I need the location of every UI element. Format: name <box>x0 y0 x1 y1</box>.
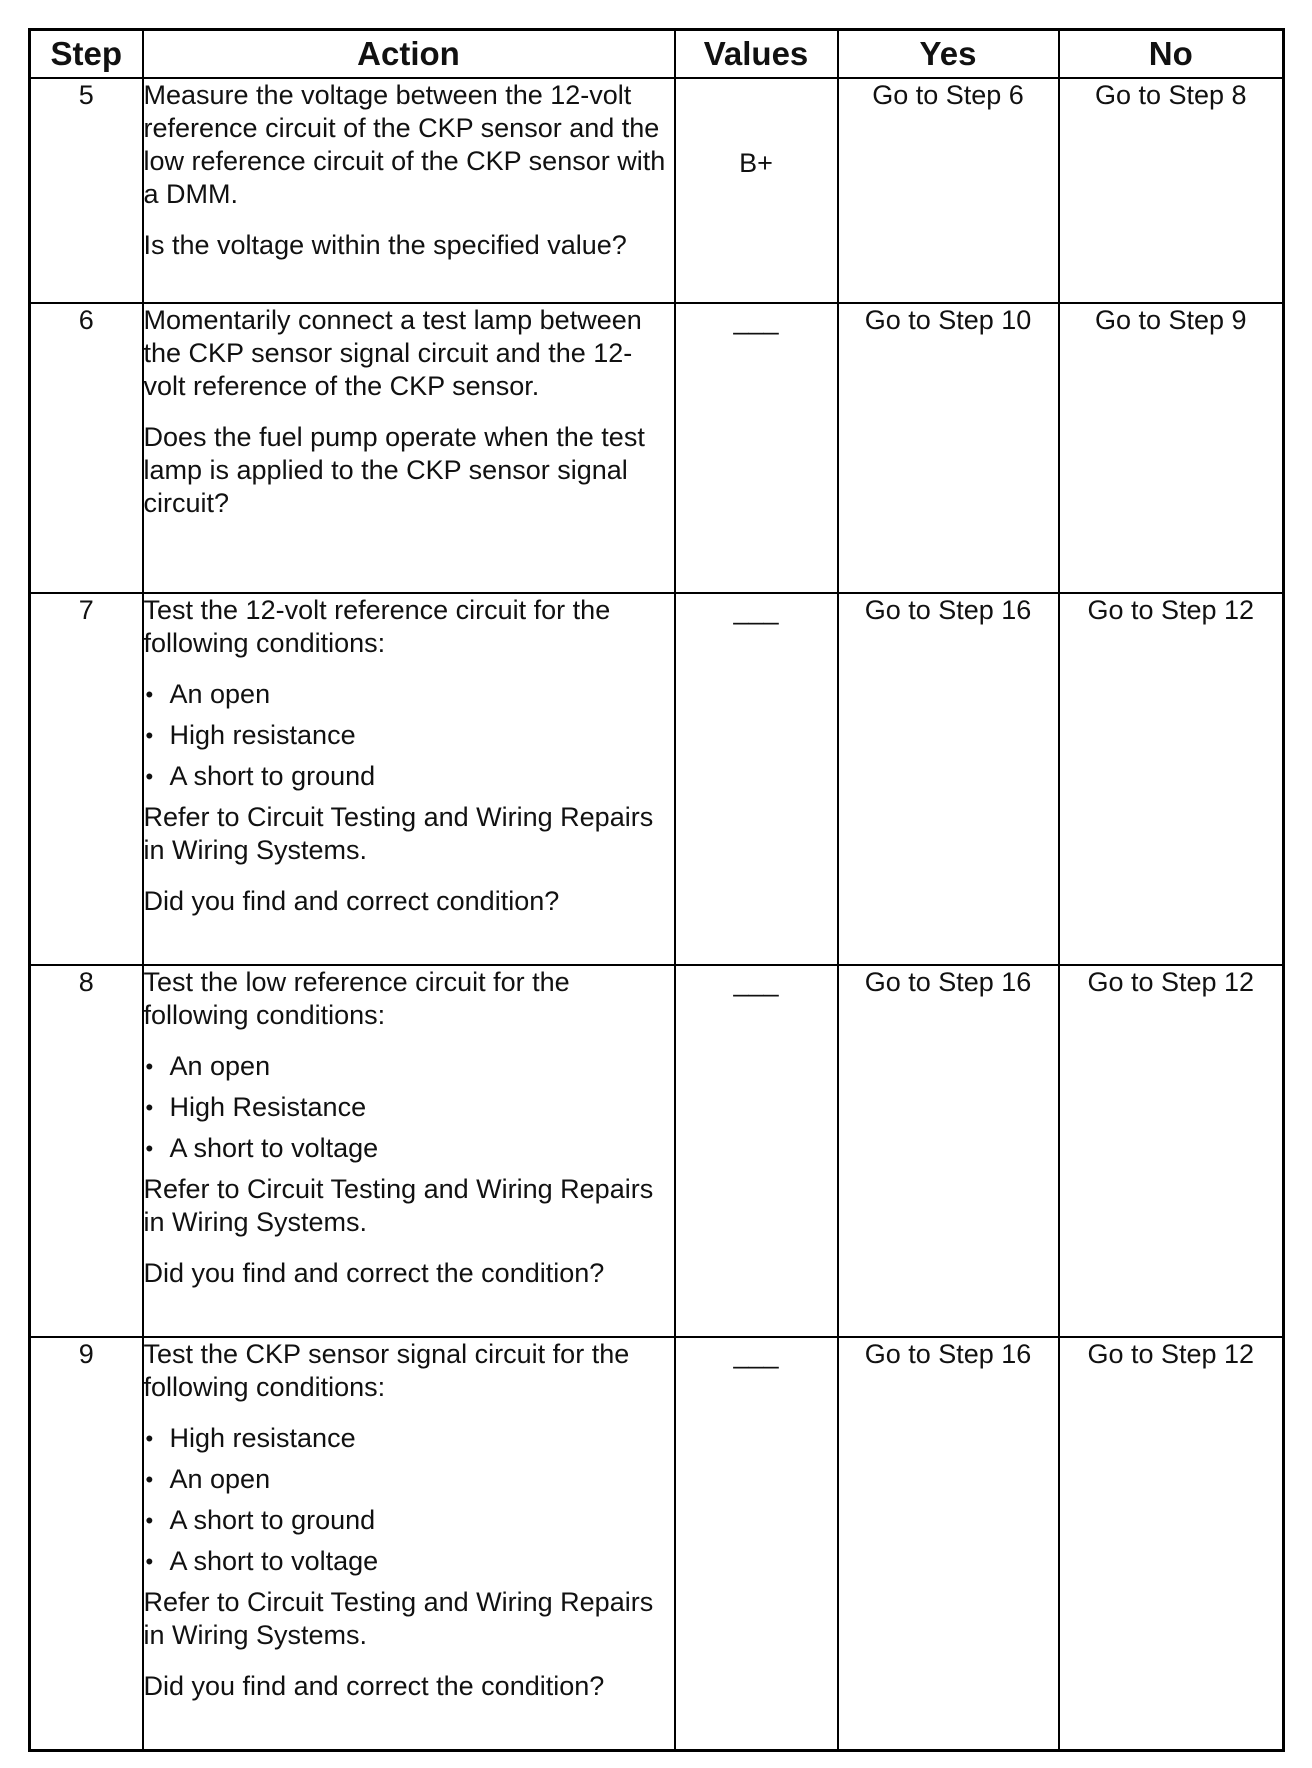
action-cell <box>143 965 675 1337</box>
list-item: • A short to voltage <box>144 1132 674 1165</box>
list-item: • An open <box>144 1463 674 1496</box>
yes-cell: Go to Step 6 <box>838 78 1059 303</box>
action-question: Did you find and correct condition? <box>143 886 560 916</box>
list-item: • High Resistance <box>144 1091 674 1124</box>
value-cell: B+ <box>675 78 838 303</box>
diagnostic-table <box>28 28 1285 1752</box>
table-header-row <box>30 30 1284 79</box>
action-text: Test the CKP sensor signal circuit for the following conditions: <box>143 1339 630 1402</box>
table-row <box>30 593 1284 965</box>
action-text: Measure the voltage between the 12-volt reference circuit of the CKP sensor and the low reference circuit of the CKP sensor with a DMM. <box>143 80 666 209</box>
action-cell <box>143 303 675 593</box>
header-no: No <box>1059 30 1284 79</box>
list-item: • A short to voltage <box>144 1545 674 1578</box>
step-number: 7 <box>30 593 143 965</box>
value-cell: ___ <box>675 303 838 593</box>
list-item: • A short to ground <box>144 760 674 793</box>
action-question: Did you find and correct the condition? <box>143 1258 605 1288</box>
action-text: Test the low reference circuit for the following conditions: <box>143 967 570 1030</box>
step-number: 5 <box>30 78 143 303</box>
yes-cell: Go to Step 10 <box>838 303 1059 593</box>
condition-list <box>144 678 674 793</box>
list-item: • High resistance <box>144 719 674 752</box>
action-question: Does the fuel pump operate when the test lamp is applied to the CKP sensor signal circuit? <box>143 422 645 518</box>
yes-cell: Go to Step 16 <box>838 965 1059 1337</box>
value-cell: ___ <box>675 1337 838 1750</box>
action-reference: Refer to Circuit Testing and Wiring Repairs in Wiring Systems. <box>143 802 654 865</box>
action-cell <box>143 593 675 965</box>
no-cell: Go to Step 12 <box>1059 593 1284 965</box>
action-reference: Refer to Circuit Testing and Wiring Repairs in Wiring Systems. <box>143 1587 654 1650</box>
table-row <box>30 303 1284 593</box>
header-step: Step <box>30 30 143 79</box>
header-action: Action <box>143 30 675 79</box>
list-item: • A short to ground <box>144 1504 674 1537</box>
yes-cell: Go to Step 16 <box>838 593 1059 965</box>
header-values: Values <box>675 30 838 79</box>
table-row <box>30 965 1284 1337</box>
condition-list <box>144 1050 674 1165</box>
no-cell: Go to Step 8 <box>1059 78 1284 303</box>
step-number: 9 <box>30 1337 143 1750</box>
action-question: Is the voltage within the specified value? <box>143 230 627 260</box>
value-cell: ___ <box>675 965 838 1337</box>
condition-list <box>144 1422 674 1578</box>
action-cell <box>143 78 675 303</box>
list-item: • High resistance <box>144 1422 674 1455</box>
table-row <box>30 78 1284 303</box>
list-item: • An open <box>144 678 674 711</box>
step-number: 8 <box>30 965 143 1337</box>
action-question: Did you find and correct the condition? <box>143 1671 605 1701</box>
yes-cell: Go to Step 16 <box>838 1337 1059 1750</box>
list-item: • An open <box>144 1050 674 1083</box>
action-cell <box>143 1337 675 1750</box>
no-cell: Go to Step 12 <box>1059 965 1284 1337</box>
table-row <box>30 1337 1284 1750</box>
action-text: Test the 12-volt reference circuit for the following conditions: <box>143 595 611 658</box>
action-text: Momentarily connect a test lamp between the CKP sensor signal circuit and the 12-volt reference of the CKP sensor. <box>143 305 642 401</box>
action-reference: Refer to Circuit Testing and Wiring Repairs in Wiring Systems. <box>143 1174 654 1237</box>
step-number: 6 <box>30 303 143 593</box>
no-cell: Go to Step 9 <box>1059 303 1284 593</box>
header-yes: Yes <box>838 30 1059 79</box>
no-cell: Go to Step 12 <box>1059 1337 1284 1750</box>
value-cell: ___ <box>675 593 838 965</box>
